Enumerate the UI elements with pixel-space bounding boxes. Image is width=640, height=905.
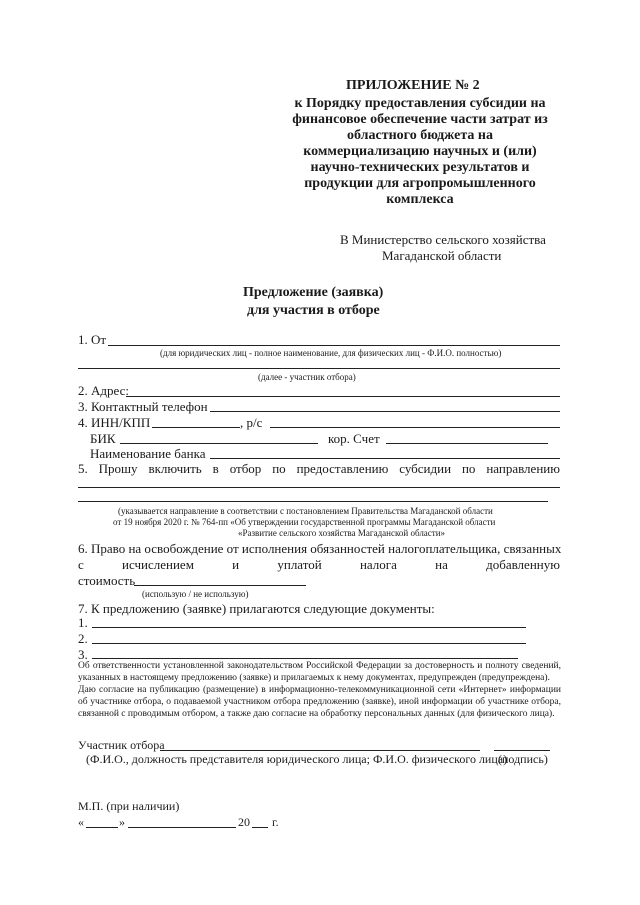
date-open-quote: « (78, 815, 84, 829)
responsibility-text: Об ответственности установленной законодательством Российской Федерации за достоверность и полноту сведений, указанных в настоящему предложению (заявке) и прилагаемых к нему документах, предупрежден (предупреждена). (78, 661, 561, 683)
address-label: 2. Адрес: (78, 383, 129, 398)
corr-label: кор. Счет (328, 431, 380, 446)
direction-input-line-2[interactable] (78, 501, 548, 502)
account-input-line[interactable] (270, 427, 560, 428)
date-year-line[interactable] (252, 827, 268, 828)
phone-input-line[interactable] (210, 411, 560, 412)
header-line: финансовое обеспечение части затрат из (292, 112, 548, 127)
header-line: коммерциализацию научных и (или) (303, 144, 537, 159)
addressee-line-1: В Министерство сельского хозяйства (340, 232, 546, 247)
item5-word: в (212, 461, 219, 476)
item5-word: субсидии (399, 461, 452, 476)
item5-word: по (461, 461, 476, 476)
doc-number-3: 3. (78, 647, 88, 662)
bik-label: БИК (90, 431, 116, 446)
signature-hint-right: (подпись) (498, 752, 548, 766)
from-label: 1. От (78, 332, 107, 347)
doc-number-1: 1. (78, 615, 88, 630)
corr-input-line[interactable] (386, 443, 548, 444)
from-input-line-2[interactable] (78, 368, 560, 369)
doc-number-2: 2. (78, 631, 88, 646)
signature-name-line[interactable] (160, 750, 480, 751)
form-title-line-1: Предложение (заявка) (243, 285, 384, 300)
header-line: к Порядку предоставления субсидии на (294, 96, 546, 111)
item5-word: по (272, 461, 286, 476)
appendix-subtitle (280, 96, 560, 208)
direction-input-line-1[interactable] (78, 487, 560, 488)
item6-line-1: 6. Право на освобождение от исполнения обязанностей налогоплательщика, связанных (78, 541, 562, 556)
tax-input-line[interactable] (134, 585, 306, 586)
appendix-title: ПРИЛОЖЕНИЕ № 2 (346, 78, 480, 93)
item5-word: предоставлению (296, 461, 389, 476)
item6-word: с (78, 557, 84, 572)
address-input-line[interactable] (126, 396, 560, 397)
item6-word: налога (359, 557, 397, 572)
item6-line-3: стоимость (78, 573, 136, 588)
header-line: научно-технических результатов и (310, 160, 530, 175)
item5-line (78, 461, 560, 477)
inn-input-line[interactable] (152, 427, 240, 428)
doc-input-line-2[interactable] (92, 643, 526, 644)
date-year-suffix: г. (272, 815, 279, 829)
doc-input-line-3[interactable] (92, 658, 518, 659)
item5-word: 5. (78, 461, 88, 476)
item6-word: исчислением (122, 557, 194, 572)
stamp-label: М.П. (при наличии) (78, 799, 180, 813)
form-title-line-2: для участия в отборе (247, 303, 380, 318)
item6-word: и (232, 557, 240, 572)
bank-input-line[interactable] (210, 458, 560, 459)
header-line: продукции для агропромышленного (304, 176, 536, 191)
doc-input-line-1[interactable] (92, 627, 526, 628)
item6-word: добавленную (486, 557, 560, 572)
item5-word: направлению (486, 461, 560, 476)
date-day-line[interactable] (86, 827, 118, 828)
direction-hint-3: «Развитие сельского хозяйства Магаданской области» (238, 528, 446, 538)
date-month-line[interactable] (128, 827, 236, 828)
direction-hint-1: (указывается направление в соответствии с постановлением Правительства Магаданской области (118, 506, 493, 516)
item6-line-2 (78, 557, 560, 573)
signature-hint-left: (Ф.И.О., должность представителя юридического лица; Ф.И.О. физического лица) (86, 752, 508, 766)
direction-hint-2: от 19 ноября 2020 г. № 764-пп «Об утверждении государственной программы Магаданской области (113, 517, 496, 527)
item6-word: уплатой (277, 557, 322, 572)
date-year-prefix: 20 (238, 815, 250, 829)
signature-label: Участник отбора (78, 738, 165, 752)
tax-hint: (использую / не использую) (142, 589, 249, 599)
bank-label: Наименование банка (90, 446, 206, 461)
item5-word: Прошу (98, 461, 138, 476)
item5-word: включить (148, 461, 202, 476)
signature-sign-line[interactable] (494, 750, 550, 751)
bik-input-line[interactable] (120, 443, 318, 444)
inn-label: 4. ИНН/КПП (78, 415, 151, 430)
header-line: областного бюджета на (347, 128, 493, 143)
date-close-quote: » (119, 815, 125, 829)
from-hint: (для юридических лиц - полное наименование, для физических лиц - Ф.И.О. полностью) (160, 348, 502, 358)
item5-word: отбор (229, 461, 262, 476)
header-line: комплекса (386, 192, 454, 207)
participant-hint: (далее - участник отбора) (258, 372, 356, 382)
account-label: , р/с (240, 415, 263, 430)
item6-word: на (435, 557, 448, 572)
consent-text: Даю согласие на публикацию (размещение) в информационно-телекоммуникационной сети «Интернет» информации об участнике отбора, о подаваемой участником отбора предложению (заявке), иной информации об участнике отбора, связанной с проводимым отбором, а также даю согласие на обработку персональных данных (для физического лица). (78, 685, 561, 719)
item7-title: 7. К предложению (заявке) прилагаются следующие документы: (78, 601, 435, 616)
phone-label: 3. Контактный телефон (78, 399, 208, 414)
addressee-line-2: Магаданской области (382, 248, 502, 263)
from-input-line[interactable] (108, 345, 560, 346)
